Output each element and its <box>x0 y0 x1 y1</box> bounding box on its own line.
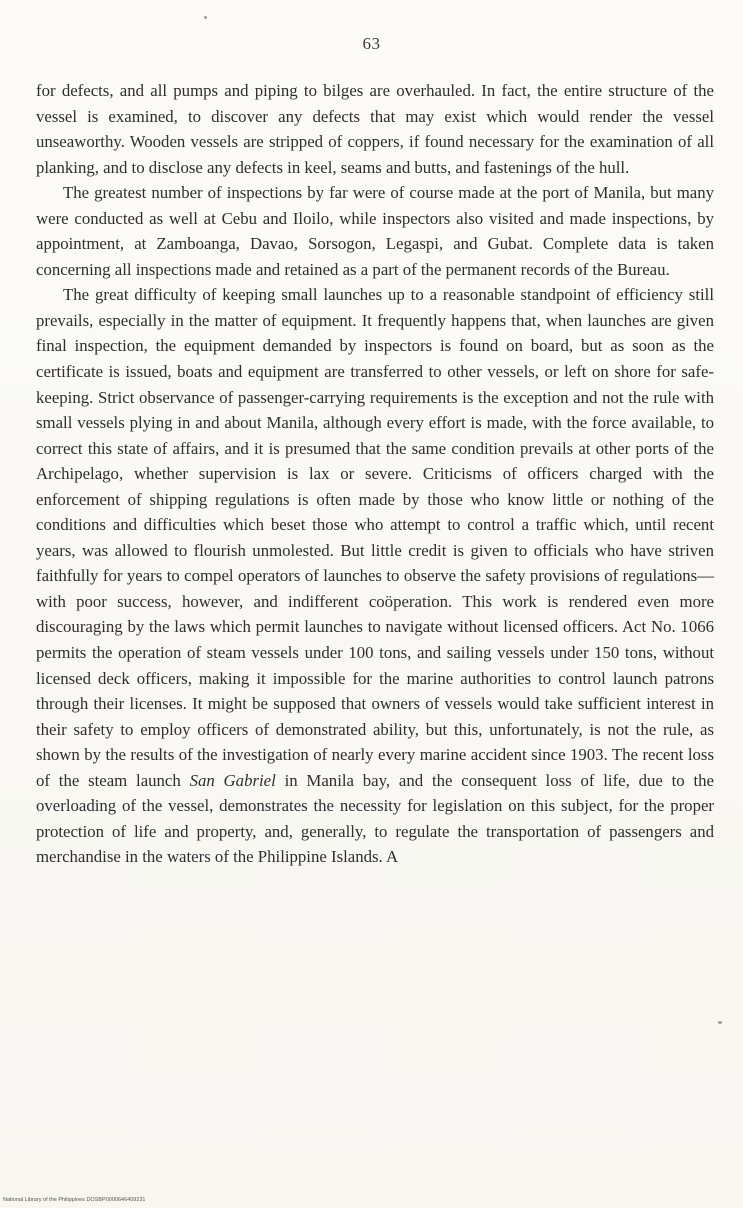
scan-speck <box>204 16 207 19</box>
paragraph-1: for defects, and all pumps and piping to bilges are overhauled. In fact, the entire structure of the vessel is examined, to discover any defects that may exist which would render the vessel unseaworthy. Wooden vessels are stripped of coppers, if found necessary for the examination of all planking, and to disclose any defects in keel, seams and butts, and fastenings of the hull. <box>36 81 714 177</box>
ship-name: San Gabriel <box>189 770 276 790</box>
scan-speck <box>718 1021 722 1024</box>
page-number: 63 <box>362 34 381 53</box>
paragraph-3 <box>36 282 714 870</box>
paragraph-3-text-after: in Manila bay, and the consequent loss of life, due to the overloading of the vessel, demonstrates the necessity for legislation on this subject, for the proper protection of life and property, and, generally, to regulate the transportation of passengers and merchandise in the waters of the Philippine Islands. A <box>36 770 714 867</box>
body-text <box>36 78 714 870</box>
paragraph-3-text-before: The great difficulty of keeping small launches up to a reasonable standpoint of efficiency still prevails, especially in the matter of equipment. It frequently happens that, when launches are given final inspection, the equipment demanded by inspectors is found on board, but as soon as the certificate is issued, boats and equipment are transferred to other vessels, or left on shore for safe-keeping. Strict observance of passenger-carrying requirements is the exception and not the rule with small vessels plying in and about Manila, although every effort is made, with the force available, to correct this state of affairs, and it is presumed that the same condition prevails at other ports of the Archipelago, whether supervision is lax or severe. Criticisms of officers charged with the enforcement of shipping regulations is often made by those who know little or nothing of the conditions and difficulties which beset those who attempt to control a traffic which, until recent years, was allowed to flourish unmolested. But little credit is given to officials who have striven faithfully for years to compel operators of launches to observe the safety provisions of regulations—with poor success, however, and indifferent coöperation. This work is rendered even more discouraging by the laws which permit launches to navigate without licensed officers. Act No. 1066 permits the operation of steam vessels under 100 tons, and sailing vessels under 150 tons, without licensed deck officers, making it impossible for the marine authorities to control launch patrons through their licenses. It might be supposed that owners of vessels would take sufficient interest in their safety to employ officers of demonstrated ability, but this, unfortunately, is not the rule, as shown by the results of the investigation of nearly every marine accident since 1903. The recent loss of the steam launch <box>36 285 714 790</box>
digitization-credit: National Library of the Philippines DOSBP0000646409231 <box>3 1197 146 1203</box>
paragraph-2: The greatest number of inspections by far were of course made at the port of Manila, but many were conducted as well at Cebu and Iloilo, while inspectors also visited and made inspections, by appointment, at Zamboanga, Davao, Sorsogon, Legaspi, and Gubat. Complete data is taken concerning all inspections made and retained as a part of the permanent records of the Bureau. <box>36 183 714 279</box>
